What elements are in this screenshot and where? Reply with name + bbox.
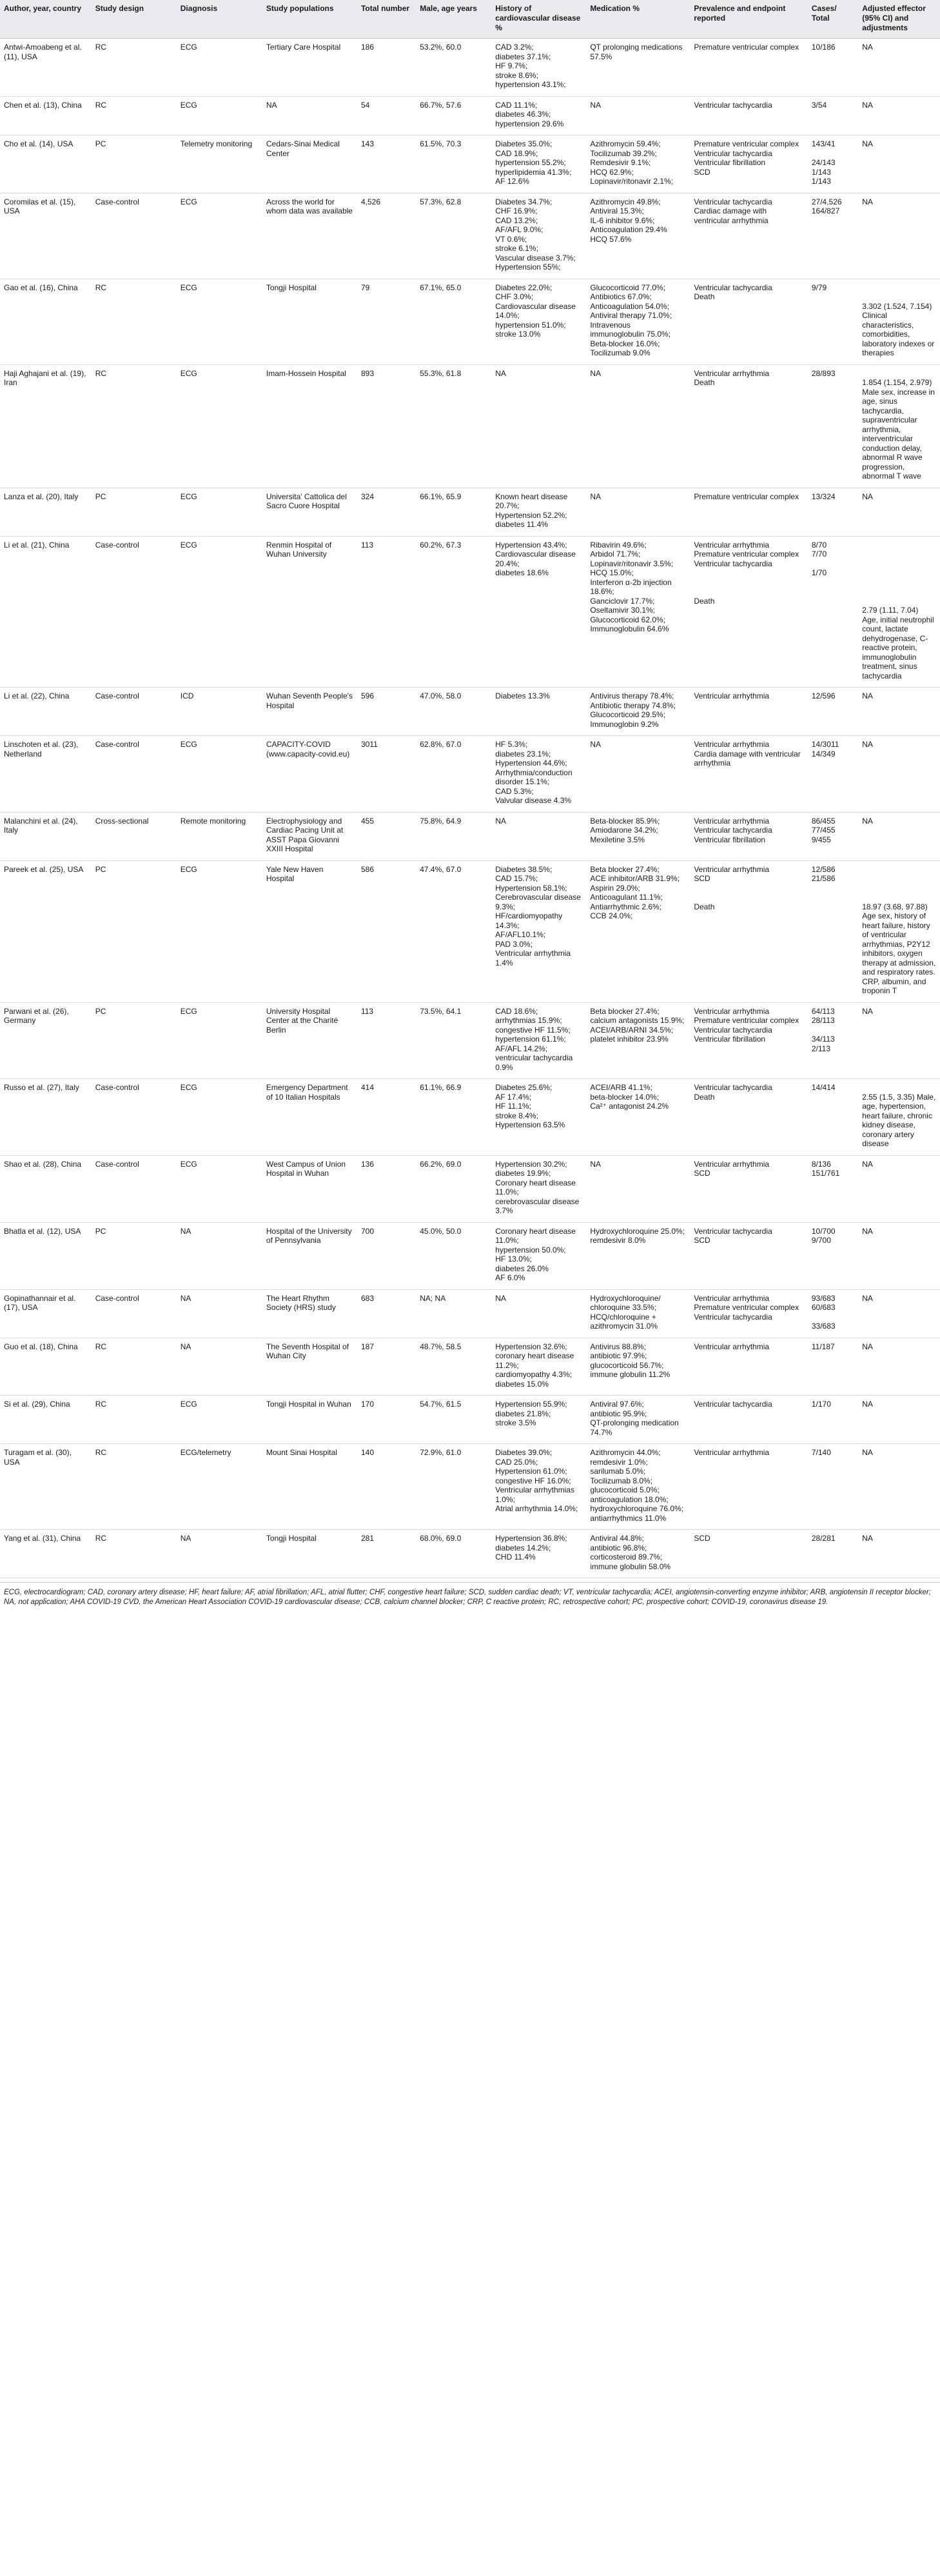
adjusted-effector-cell: 2.79 (1.11, 7.04) Age, initial neutrophil count, lactate dehydrogenase, C-reactive protein, immunoglobulin treatment, sinus tachycardia: [858, 536, 940, 688]
cases-total-cell: 1/170: [808, 1396, 858, 1444]
table-footnote: ECG, electrocardiogram; CAD, coronary artery disease; HF, heart failure; AF, atrial fibrillation; AFL, atrial flutter; CHF, congestive heart failure; SCD, sudden cardiac death; VT, ventricular tachycardia; ACEI, angiotensin-converting enzyme inhibitor; ARB, angiotensin II receptor blocker; NA, not application; AHA COVID-19 CVD, the American Heart Association COVID-19 cardiovascular disease; CCB, calcium channel blocker; CRP, C reactive protein; RC, retrospective cohort; PC, prospective cohort; COVID-19, coronavirus disease 19.: [0, 1582, 940, 1607]
adjusted-effector-cell: NA: [858, 1289, 940, 1338]
population-cell: The Seventh Hospital of Wuhan City: [262, 1338, 357, 1396]
medication-cell: QT prolonging medications 57.5%: [586, 39, 690, 97]
male-age-cell: 45.0%, 50.0: [416, 1222, 491, 1289]
total-number-cell: 79: [357, 279, 416, 364]
total-number-cell: 414: [357, 1079, 416, 1156]
table-body: [0, 39, 940, 1578]
endpoint-cell: Ventricular tachycardia: [690, 1396, 808, 1444]
population-cell: Hospital of the University of Pennsylvania: [262, 1222, 357, 1289]
population-cell: Across the world for whom data was available: [262, 193, 357, 279]
endpoint-cell: Premature ventricular complex Ventricular tachycardia Ventricular fibrillation SCD: [690, 135, 808, 193]
endpoint-cell: Ventricular tachycardia: [690, 96, 808, 135]
medication-cell: Azithromycin 59.4%; Tocilizumab 39.2%; Remdesivir 9.1%; HCQ 62.9%; Lopinavir/ritonavir 2.1%;: [586, 135, 690, 193]
table-row: [0, 1155, 940, 1222]
adjusted-effector-cell: NA: [858, 1530, 940, 1578]
cases-total-cell: 10/186: [808, 39, 858, 97]
author-cell: Malanchini et al. (24), Italy: [0, 812, 92, 860]
endpoint-cell: Premature ventricular complex: [690, 488, 808, 536]
total-number-cell: 455: [357, 812, 416, 860]
author-cell: Haji Aghajani et al. (19), Iran: [0, 364, 92, 488]
total-number-cell: 3011: [357, 736, 416, 813]
author-cell: Coromilas et al. (15), USA: [0, 193, 92, 279]
adjusted-effector-cell: NA: [858, 1338, 940, 1396]
header-cv-history: History of cardiovascular disease %: [491, 0, 586, 39]
author-cell: Li et al. (22), China: [0, 688, 92, 736]
cv-history-cell: Diabetes 39.0%; CAD 25.0%; Hypertension 61.0%; congestive HF 16.0%; Ventricular arrhythmias 1.0%; Atrial arrhythmia 14.0%;: [491, 1444, 586, 1530]
table-row: [0, 1222, 940, 1289]
author-cell: Yang et al. (31), China: [0, 1530, 92, 1578]
male-age-cell: 47.0%, 58.0: [416, 688, 491, 736]
population-cell: Emergency Department of 10 Italian Hospitals: [262, 1079, 357, 1156]
header-total-number: Total number: [357, 0, 416, 39]
medication-cell: Ribavirin 49.6%; Arbidol 71.7%; Lopinavir/ritonavir 3.5%; HCQ 15.0%; Interferon α-2b injection 18.6%; Ganciclovir 17.7%; Oseltamivir 30.1%; Glucocorticoid 62.0%; Immunoglobulin 64.6%: [586, 536, 690, 688]
cv-history-cell: Hypertension 36.8%; diabetes 14.2%; CHD 11.4%: [491, 1530, 586, 1578]
cases-total-cell: 14/414: [808, 1079, 858, 1156]
study-design-cell: RC: [92, 96, 177, 135]
male-age-cell: 67.1%, 65.0: [416, 279, 491, 364]
medication-cell: ACEI/ARB 41.1%; beta-blocker 14.0%; Ca²⁺ antagonist 24.2%: [586, 1079, 690, 1156]
endpoint-cell: Ventricular arrhythmia Premature ventricular complex Ventricular tachycardia Ventricular fibrillation: [690, 1002, 808, 1079]
cv-history-cell: Diabetes 35.0%; CAD 18.9%; hypertension 55.2%; hyperlipidemia 41.3%; AF 12.6%: [491, 135, 586, 193]
cv-history-cell: Diabetes 38.5%; CAD 15.7%; Hypertension 58.1%; Cerebrovascular disease 9.3%; HF/cardiomyopathy 14.3%; AF/AFL10.1%; PAD 3.0%; Ventricular arrhythmia 1.4%: [491, 860, 586, 1002]
medication-cell: Beta blocker 27.4%; calcium antagonists 15.9%; ACEI/ARB/ARNI 34.5%; platelet inhibitor 23.9%: [586, 1002, 690, 1079]
study-design-cell: PC: [92, 1002, 177, 1079]
cases-total-cell: 3/54: [808, 96, 858, 135]
table-row: [0, 96, 940, 135]
medication-cell: Beta-blocker 85.9%; Amiodarone 34.2%; Mexiletine 3.5%: [586, 812, 690, 860]
medication-cell: Azithromycin 44.0%; remdesivir 1.0%; sarilumab 5.0%; Tocilizumab 8.0%; glucocorticoid 5.0%; anticoagulation 18.0%; hydroxychloroquine 76.0%; antiarrhythmics 11.0%: [586, 1444, 690, 1530]
medication-cell: Hydroxychloroquine 25.0%; remdesivir 8.0%: [586, 1222, 690, 1289]
cases-total-cell: 93/683 60/683 33/683: [808, 1289, 858, 1338]
cv-history-cell: Known heart disease 20.7%; Hypertension 52.2%; diabetes 11.4%: [491, 488, 586, 536]
male-age-cell: 62.8%, 67.0: [416, 736, 491, 813]
adjusted-effector-cell: NA: [858, 1002, 940, 1079]
male-age-cell: 68.0%, 69.0: [416, 1530, 491, 1578]
medication-cell: Antivirus 88.8%; antibiotic 97.9%; glucocorticoid 56.7%; immune globulin 11.2%: [586, 1338, 690, 1396]
author-cell: Antwi-Amoabeng et al. (11), USA: [0, 39, 92, 97]
medication-cell: NA: [586, 364, 690, 488]
medication-cell: Antiviral 44.8%; antibiotic 96.8%; corticosteroid 89.7%; immune globulin 58.0%: [586, 1530, 690, 1578]
population-cell: Imam-Hossein Hospital: [262, 364, 357, 488]
adjusted-effector-cell: 3.302 (1.524, 7.154) Clinical characteristics, comorbidities, laboratory indexes or therapies: [858, 279, 940, 364]
endpoint-cell: Ventricular arrhythmia Cardia damage with ventricular arrhythmia: [690, 736, 808, 813]
population-cell: Renmin Hospital of Wuhan University: [262, 536, 357, 688]
male-age-cell: NA; NA: [416, 1289, 491, 1338]
adjusted-effector-cell: NA: [858, 1444, 940, 1530]
endpoint-cell: Ventricular tachycardia SCD: [690, 1222, 808, 1289]
table-row: [0, 1396, 940, 1444]
male-age-cell: 61.5%, 70.3: [416, 135, 491, 193]
endpoint-cell: SCD: [690, 1530, 808, 1578]
population-cell: Tongji Hospital: [262, 1530, 357, 1578]
table-row: [0, 860, 940, 1002]
diagnosis-cell: ECG: [177, 736, 262, 813]
adjusted-effector-cell: NA: [858, 1222, 940, 1289]
medication-cell: Hydroxychloroquine/ chloroquine 33.5%; HCQ/chloroquine + azithromycin 31.0%: [586, 1289, 690, 1338]
diagnosis-cell: ECG: [177, 364, 262, 488]
author-cell: Turagam et al. (30), USA: [0, 1444, 92, 1530]
medication-cell: Antiviral 97.6%; antibiotic 95.9%; QT-prolonging medication 74.7%: [586, 1396, 690, 1444]
table-header: [0, 0, 940, 39]
author-cell: Guo et al. (18), China: [0, 1338, 92, 1396]
population-cell: CAPACITY-COVID (www.capacity-covid.eu): [262, 736, 357, 813]
header-cases-total: Cases/ Total: [808, 0, 858, 39]
header-study-design: Study design: [92, 0, 177, 39]
medication-cell: Antivirus therapy 78.4%; Antibiotic therapy 74.8%; Glucocorticoid 29.5%; Immunoglobin 9.2%: [586, 688, 690, 736]
total-number-cell: 113: [357, 1002, 416, 1079]
medication-cell: NA: [586, 1155, 690, 1222]
table-row: [0, 1079, 940, 1156]
cases-total-cell: 8/136 151/761: [808, 1155, 858, 1222]
study-design-cell: RC: [92, 279, 177, 364]
author-cell: Russo et al. (27), Italy: [0, 1079, 92, 1156]
endpoint-cell: Ventricular tachycardia Death: [690, 279, 808, 364]
author-cell: Gopinathannair et al. (17), USA: [0, 1289, 92, 1338]
table-row: [0, 1530, 940, 1578]
header-endpoint: Prevalence and endpoint reported: [690, 0, 808, 39]
table-row: [0, 1002, 940, 1079]
cv-history-cell: CAD 11.1%; diabetes 46.3%; hypertension 29.6%: [491, 96, 586, 135]
cases-total-cell: 86/455 77/455 9/455: [808, 812, 858, 860]
total-number-cell: 683: [357, 1289, 416, 1338]
total-number-cell: 54: [357, 96, 416, 135]
population-cell: Mount Sinai Hospital: [262, 1444, 357, 1530]
male-age-cell: 53.2%, 60.0: [416, 39, 491, 97]
cv-history-cell: CAD 3.2%; diabetes 37.1%; HF 9.7%; stroke 8.6%; hypertension 43.1%;: [491, 39, 586, 97]
diagnosis-cell: NA: [177, 1338, 262, 1396]
adjusted-effector-cell: NA: [858, 39, 940, 97]
table-row: [0, 135, 940, 193]
author-cell: Li et al. (21), China: [0, 536, 92, 688]
header-study-populations: Study populations: [262, 0, 357, 39]
diagnosis-cell: ECG: [177, 860, 262, 1002]
table-row: [0, 536, 940, 688]
cv-history-cell: Diabetes 13.3%: [491, 688, 586, 736]
table-row: [0, 193, 940, 279]
adjusted-effector-cell: NA: [858, 488, 940, 536]
cases-total-cell: 27/4,526 164/827: [808, 193, 858, 279]
cases-total-cell: 7/140: [808, 1444, 858, 1530]
diagnosis-cell: ECG: [177, 193, 262, 279]
population-cell: University Hospital Center at the Charité Berlin: [262, 1002, 357, 1079]
study-design-cell: Case-control: [92, 688, 177, 736]
cases-total-cell: 9/79: [808, 279, 858, 364]
male-age-cell: 75.8%, 64.9: [416, 812, 491, 860]
endpoint-cell: Premature ventricular complex: [690, 39, 808, 97]
adjusted-effector-cell: NA: [858, 96, 940, 135]
population-cell: Tongji Hospital: [262, 279, 357, 364]
population-cell: Yale New Haven Hospital: [262, 860, 357, 1002]
adjusted-effector-cell: NA: [858, 736, 940, 813]
cv-history-cell: Hypertension 55.9%; diabetes 21.8%; stroke 3.5%: [491, 1396, 586, 1444]
total-number-cell: 113: [357, 536, 416, 688]
study-design-cell: PC: [92, 135, 177, 193]
endpoint-cell: Ventricular arrhythmia SCD Death: [690, 860, 808, 1002]
total-number-cell: 281: [357, 1530, 416, 1578]
study-design-cell: Case-control: [92, 193, 177, 279]
table-row: [0, 39, 940, 97]
header-diagnosis: Diagnosis: [177, 0, 262, 39]
male-age-cell: 55.3%, 61.8: [416, 364, 491, 488]
table-row: [0, 1444, 940, 1530]
cases-total-cell: 14/3011 14/349: [808, 736, 858, 813]
cases-total-cell: 10/700 9/700: [808, 1222, 858, 1289]
table-row: [0, 488, 940, 536]
author-cell: Shao et al. (28), China: [0, 1155, 92, 1222]
author-cell: Pareek et al. (25), USA: [0, 860, 92, 1002]
medication-cell: Azithromycin 49.8%; Antiviral 15.3%; IL-6 inhibitor 9.6%; Anticoagulation 29.4% HCQ 57.6%: [586, 193, 690, 279]
cv-history-cell: Diabetes 34.7%; CHF 16.9%; CAD 13.2%; AF/AFL 9.0%; VT 0.6%; stroke 6.1%; Vascular disease 3.7%; Hypertension 55%;: [491, 193, 586, 279]
adjusted-effector-cell: NA: [858, 688, 940, 736]
total-number-cell: 700: [357, 1222, 416, 1289]
adjusted-effector-cell: 18.97 (3.68, 97.88) Age sex, history of heart failure, history of ventricular arrhythmias, P2Y12 inhibitors, oxygen therapy at admission, and respiratory rates. CRP, albumin, and troponin T: [858, 860, 940, 1002]
total-number-cell: 596: [357, 688, 416, 736]
cases-total-cell: 12/586 21/586: [808, 860, 858, 1002]
male-age-cell: 66.2%, 69.0: [416, 1155, 491, 1222]
cases-total-cell: 13/324: [808, 488, 858, 536]
population-cell: Wuhan Seventh People's Hospital: [262, 688, 357, 736]
population-cell: Tertiary Care Hospital: [262, 39, 357, 97]
study-design-cell: Cross-sectional: [92, 812, 177, 860]
cv-history-cell: NA: [491, 812, 586, 860]
endpoint-cell: Ventricular tachycardia Death: [690, 1079, 808, 1156]
author-cell: Si et al. (29), China: [0, 1396, 92, 1444]
cv-history-cell: Hypertension 43.4%; Cardiovascular disease 20.4%; diabetes 18.6%: [491, 536, 586, 688]
study-design-cell: RC: [92, 1338, 177, 1396]
cv-history-cell: HF 5.3%; diabetes 23.1%; Hypertension 44.6%; Arrhythmia/conduction disorder 15.1%; CAD 5.3%; Valvular disease 4.3%: [491, 736, 586, 813]
cases-total-cell: 11/187: [808, 1338, 858, 1396]
endpoint-cell: Ventricular arrhythmia: [690, 1444, 808, 1530]
author-cell: Gao et al. (16), China: [0, 279, 92, 364]
population-cell: The Heart Rhythm Society (HRS) study: [262, 1289, 357, 1338]
total-number-cell: 136: [357, 1155, 416, 1222]
study-design-cell: PC: [92, 488, 177, 536]
population-cell: Tongji Hospital in Wuhan: [262, 1396, 357, 1444]
diagnosis-cell: ECG: [177, 96, 262, 135]
adjusted-effector-cell: NA: [858, 812, 940, 860]
total-number-cell: 186: [357, 39, 416, 97]
header-row: [0, 0, 940, 39]
study-design-cell: Case-control: [92, 1289, 177, 1338]
male-age-cell: 48.7%, 58.5: [416, 1338, 491, 1396]
table-row: [0, 1289, 940, 1338]
diagnosis-cell: ECG: [177, 279, 262, 364]
endpoint-cell: Ventricular arrhythmia Ventricular tachycardia Ventricular fibrillation: [690, 812, 808, 860]
diagnosis-cell: NA: [177, 1289, 262, 1338]
table-row: [0, 1338, 940, 1396]
adjusted-effector-cell: NA: [858, 1396, 940, 1444]
adjusted-effector-cell: NA: [858, 1155, 940, 1222]
diagnosis-cell: ECG: [177, 488, 262, 536]
medication-cell: NA: [586, 96, 690, 135]
male-age-cell: 47.4%, 67.0: [416, 860, 491, 1002]
population-cell: Universita' Cattolica del Sacro Cuore Hospital: [262, 488, 357, 536]
diagnosis-cell: NA: [177, 1530, 262, 1578]
author-cell: Parwani et al. (26), Germany: [0, 1002, 92, 1079]
male-age-cell: 57.3%, 62.8: [416, 193, 491, 279]
total-number-cell: 187: [357, 1338, 416, 1396]
diagnosis-cell: NA: [177, 1222, 262, 1289]
study-design-cell: RC: [92, 39, 177, 97]
endpoint-cell: Ventricular arrhythmia: [690, 688, 808, 736]
study-design-cell: PC: [92, 1222, 177, 1289]
study-design-cell: RC: [92, 1396, 177, 1444]
population-cell: West Campus of Union Hospital in Wuhan: [262, 1155, 357, 1222]
male-age-cell: 73.5%, 64.1: [416, 1002, 491, 1079]
table-row: [0, 812, 940, 860]
diagnosis-cell: ICD: [177, 688, 262, 736]
cases-total-cell: 28/893: [808, 364, 858, 488]
total-number-cell: 143: [357, 135, 416, 193]
total-number-cell: 324: [357, 488, 416, 536]
author-cell: Chen et al. (13), China: [0, 96, 92, 135]
study-design-cell: RC: [92, 1530, 177, 1578]
cases-total-cell: 8/70 7/70 1/70: [808, 536, 858, 688]
total-number-cell: 170: [357, 1396, 416, 1444]
cases-total-cell: 12/596: [808, 688, 858, 736]
header-author: Author, year, country: [0, 0, 92, 39]
diagnosis-cell: ECG: [177, 1155, 262, 1222]
endpoint-cell: Ventricular arrhythmia: [690, 1338, 808, 1396]
diagnosis-cell: ECG: [177, 1396, 262, 1444]
medication-cell: Beta blocker 27.4%; ACE inhibitor/ARB 31.9%; Aspirin 29.0%; Anticoagulant 11.1%; Antiarrhythmic 2.6%; CCB 24.0%;: [586, 860, 690, 1002]
table-row: [0, 279, 940, 364]
endpoint-cell: Ventricular arrhythmia Death: [690, 364, 808, 488]
study-design-cell: RC: [92, 1444, 177, 1530]
diagnosis-cell: Remote monitoring: [177, 812, 262, 860]
header-adjusted-effector: Adjusted effector (95% CI) and adjustments: [858, 0, 940, 39]
male-age-cell: 61.1%, 66.9: [416, 1079, 491, 1156]
medication-cell: Glucocorticoid 77.0%; Antibiotics 67.0%; Anticoagulation 54.0%; Antiviral therapy 71.0%; Intravenous immunoglobulin 75.0%; Beta-blocker 16.0%; Tocilizumab 9.0%: [586, 279, 690, 364]
male-age-cell: 60.2%, 67.3: [416, 536, 491, 688]
author-cell: Bhatla et al. (12), USA: [0, 1222, 92, 1289]
total-number-cell: 4,526: [357, 193, 416, 279]
male-age-cell: 72.9%, 61.0: [416, 1444, 491, 1530]
study-design-cell: Case-control: [92, 736, 177, 813]
male-age-cell: 66.1%, 65.9: [416, 488, 491, 536]
total-number-cell: 140: [357, 1444, 416, 1530]
population-cell: Cedars-Sinai Medical Center: [262, 135, 357, 193]
cv-history-cell: NA: [491, 364, 586, 488]
diagnosis-cell: ECG/telemetry: [177, 1444, 262, 1530]
header-male-age: Male, age years: [416, 0, 491, 39]
header-medication: Medication %: [586, 0, 690, 39]
cv-history-cell: CAD 18.6%; arrhythmias 15.9%; congestive HF 11.5%; hypertension 61.1%; AF/AFL 14.2%; ventricular tachycardia 0.9%: [491, 1002, 586, 1079]
medication-cell: NA: [586, 488, 690, 536]
cases-total-cell: 64/113 28/113 34/113 2/113: [808, 1002, 858, 1079]
cases-total-cell: 143/41 24/143 1/143 1/143: [808, 135, 858, 193]
author-cell: Lanza et al. (20), Italy: [0, 488, 92, 536]
cv-history-cell: Diabetes 22.0%; CHF 3.0%; Cardiovascular disease 14.0%; hypertension 51.0%; stroke 13.0%: [491, 279, 586, 364]
adjusted-effector-cell: NA: [858, 193, 940, 279]
study-design-cell: PC: [92, 860, 177, 1002]
cv-history-cell: Diabetes 25.6%; AF 17.4%; HF 11.1%; stroke 8.4%; Hypertension 63.5%: [491, 1079, 586, 1156]
table-row: [0, 736, 940, 813]
total-number-cell: 893: [357, 364, 416, 488]
endpoint-cell: Ventricular tachycardia Cardiac damage with ventricular arrhythmia: [690, 193, 808, 279]
study-design-cell: Case-control: [92, 1079, 177, 1156]
population-cell: NA: [262, 96, 357, 135]
table-row: [0, 688, 940, 736]
author-cell: Cho et al. (14), USA: [0, 135, 92, 193]
adjusted-effector-cell: 2.55 (1.5, 3.35) Male, age, hypertension, heart failure, chronic kidney disease, coronary artery disease: [858, 1079, 940, 1156]
medication-cell: NA: [586, 736, 690, 813]
author-cell: Linschoten et al. (23), Netherland: [0, 736, 92, 813]
study-design-cell: Case-control: [92, 536, 177, 688]
endpoint-cell: Ventricular arrhythmia Premature ventricular complex Ventricular tachycardia Death: [690, 536, 808, 688]
cases-total-cell: 28/281: [808, 1530, 858, 1578]
study-design-cell: Case-control: [92, 1155, 177, 1222]
table-row: [0, 364, 940, 488]
diagnosis-cell: ECG: [177, 536, 262, 688]
diagnosis-cell: ECG: [177, 1002, 262, 1079]
cv-history-cell: Hypertension 32.6%; coronary heart disease 11.2%; cardiomyopathy 4.3%; diabetes 15.0%: [491, 1338, 586, 1396]
diagnosis-cell: Telemetry monitoring: [177, 135, 262, 193]
diagnosis-cell: ECG: [177, 1079, 262, 1156]
adjusted-effector-cell: NA: [858, 135, 940, 193]
study-design-cell: RC: [92, 364, 177, 488]
endpoint-cell: Ventricular arrhythmia Premature ventricular complex Ventricular tachycardia: [690, 1289, 808, 1338]
male-age-cell: 54.7%, 61.5: [416, 1396, 491, 1444]
total-number-cell: 586: [357, 860, 416, 1002]
male-age-cell: 66.7%, 57.6: [416, 96, 491, 135]
cv-history-cell: NA: [491, 1289, 586, 1338]
adjusted-effector-cell: 1.854 (1.154, 2.979) Male sex, increase in age, sinus tachycardia, supraventricular arrhythmia, interventricular conduction delay, abnormal R wave progression, abnormal T wave: [858, 364, 940, 488]
endpoint-cell: Ventricular arrhythmia SCD: [690, 1155, 808, 1222]
cv-history-cell: Hypertension 30.2%; diabetes 19.9%; Coronary heart disease 11.0%; cerebrovascular disease 3.7%: [491, 1155, 586, 1222]
diagnosis-cell: ECG: [177, 39, 262, 97]
cv-history-cell: Coronary heart disease 11.0%; hypertension 50.0%; HF 13.0%; diabetes 26.0% AF 6.0%: [491, 1222, 586, 1289]
population-cell: Electrophysiology and Cardiac Pacing Unit at ASST Papa Giovanni XXIII Hospital: [262, 812, 357, 860]
